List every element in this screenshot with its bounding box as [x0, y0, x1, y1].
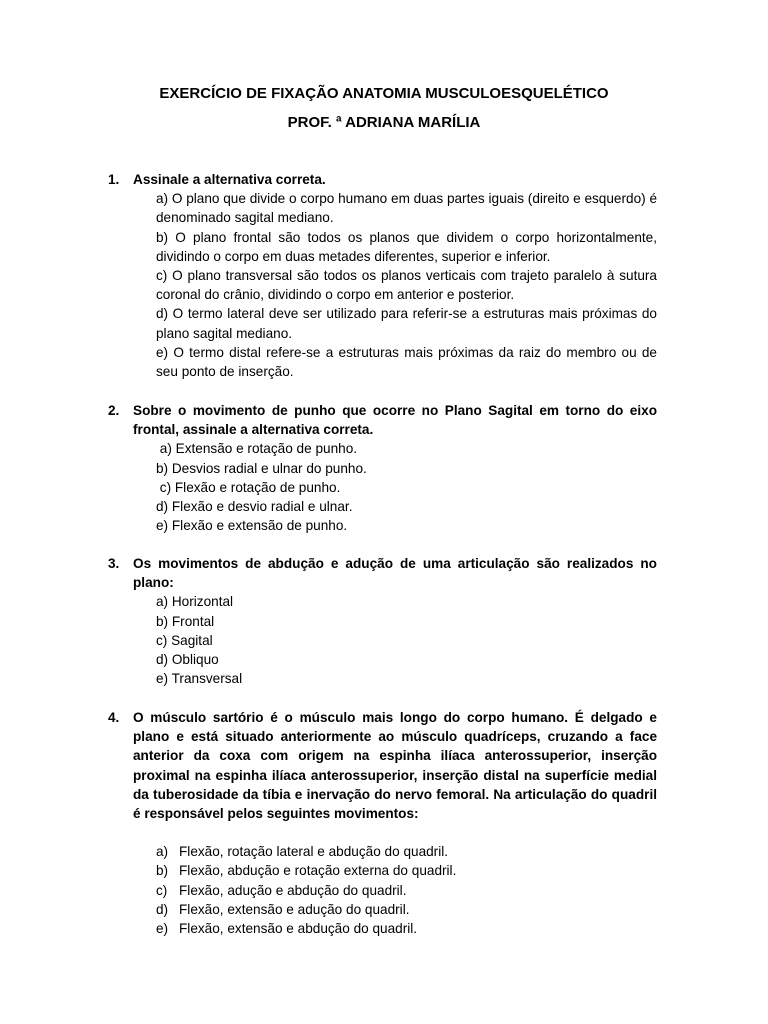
option-text: Flexão, rotação lateral e abdução do quadril. [179, 844, 449, 860]
option-c [156, 881, 657, 900]
question-text: Os movimentos de abdução e adução de uma articulação são realizados no plano: [133, 556, 657, 591]
option-letter: c) [156, 882, 168, 898]
question-4 [108, 708, 657, 938]
option-text: Flexão, adução e abdução do quadril. [179, 882, 407, 898]
question-text: Assinale a alternativa correta. [133, 172, 326, 187]
option-letter: d) [156, 901, 169, 917]
question-1 [108, 170, 657, 381]
option-e: e) Flexão e extensão de punho. [156, 518, 348, 534]
option-b: b) Frontal [156, 613, 215, 629]
question-number: 1. [108, 172, 120, 187]
option-d: d) Obliquo [156, 652, 219, 668]
option-b [156, 861, 657, 880]
option-c: c) Flexão e rotação de punho. [156, 479, 341, 495]
option-list [156, 842, 657, 938]
option-e [156, 919, 657, 938]
option-e: e) Transversal [156, 671, 243, 687]
question-text: Sobre o movimento de punho que ocorre no Plano Sagital em torno do eixo frontal, assinale a alternativa correta. [133, 403, 657, 438]
option-letter: e) [156, 921, 169, 937]
question-text: O músculo sartório é o músculo mais longo do corpo humano. É delgado e plano e está situado anteriormente ao músculo quadríceps, cruzando a face anterior da coxa com origem na espinha ilíaca anterossuperior, inserção proximal na espinha ilíaca anterossuperior, inserção distal na superfície medial da tuberosidade da tíbia e inervação do nervo femoral. Na articulação do quadril é responsável pelos seguintes movimentos: [133, 710, 657, 822]
question-2 [108, 401, 657, 535]
document-subtitle: PROF. ª ADRIANA MARÍLIA [287, 114, 481, 131]
option-c: c) O plano transversal são todos os planos verticais com trajeto paralelo à sutura coronal do crânio, dividindo o corpo em anterior e posterior. [156, 268, 657, 303]
option-d [156, 900, 657, 919]
option-text: Flexão, extensão e abdução do quadril. [179, 921, 418, 937]
option-d: d) Flexão e desvio radial e ulnar. [156, 499, 353, 515]
option-text: Flexão, abdução e rotação externa do quadril. [179, 863, 457, 879]
option-letter: a) [156, 844, 169, 860]
option-b: b) O plano frontal são todos os planos que dividem o corpo horizontalmente, dividindo o corpo em duas metades diferentes, superior e inferior. [156, 229, 657, 264]
question-number: 2. [108, 403, 120, 418]
option-a: a) Horizontal [156, 594, 234, 610]
question-number: 4. [108, 710, 120, 725]
option-a: a) Extensão e rotação de punho. [156, 441, 358, 457]
option-c: c) Sagital [156, 632, 213, 648]
option-e: e) O termo distal refere-se a estruturas mais próximas da raiz do membro ou de seu ponto de inserção. [156, 344, 657, 380]
option-d: d) O termo lateral deve ser utilizado para referir-se a estruturas mais próximas do plano sagital mediano. [156, 306, 657, 341]
document-title: EXERCÍCIO DE FIXAÇÃO ANATOMIA MUSCULOESQUELÉTICO [159, 85, 609, 102]
option-letter: b) [156, 863, 169, 879]
option-text: Flexão, extensão e adução do quadril. [179, 901, 410, 917]
question-number: 3. [108, 556, 120, 571]
option-b: b) Desvios radial e ulnar do punho. [156, 460, 367, 476]
option-a: a) O plano que divide o corpo humano em duas partes iguais (direito e esquerdo) é denominado sagital mediano. [156, 191, 658, 226]
option-a [156, 842, 657, 861]
question-3 [108, 554, 657, 688]
